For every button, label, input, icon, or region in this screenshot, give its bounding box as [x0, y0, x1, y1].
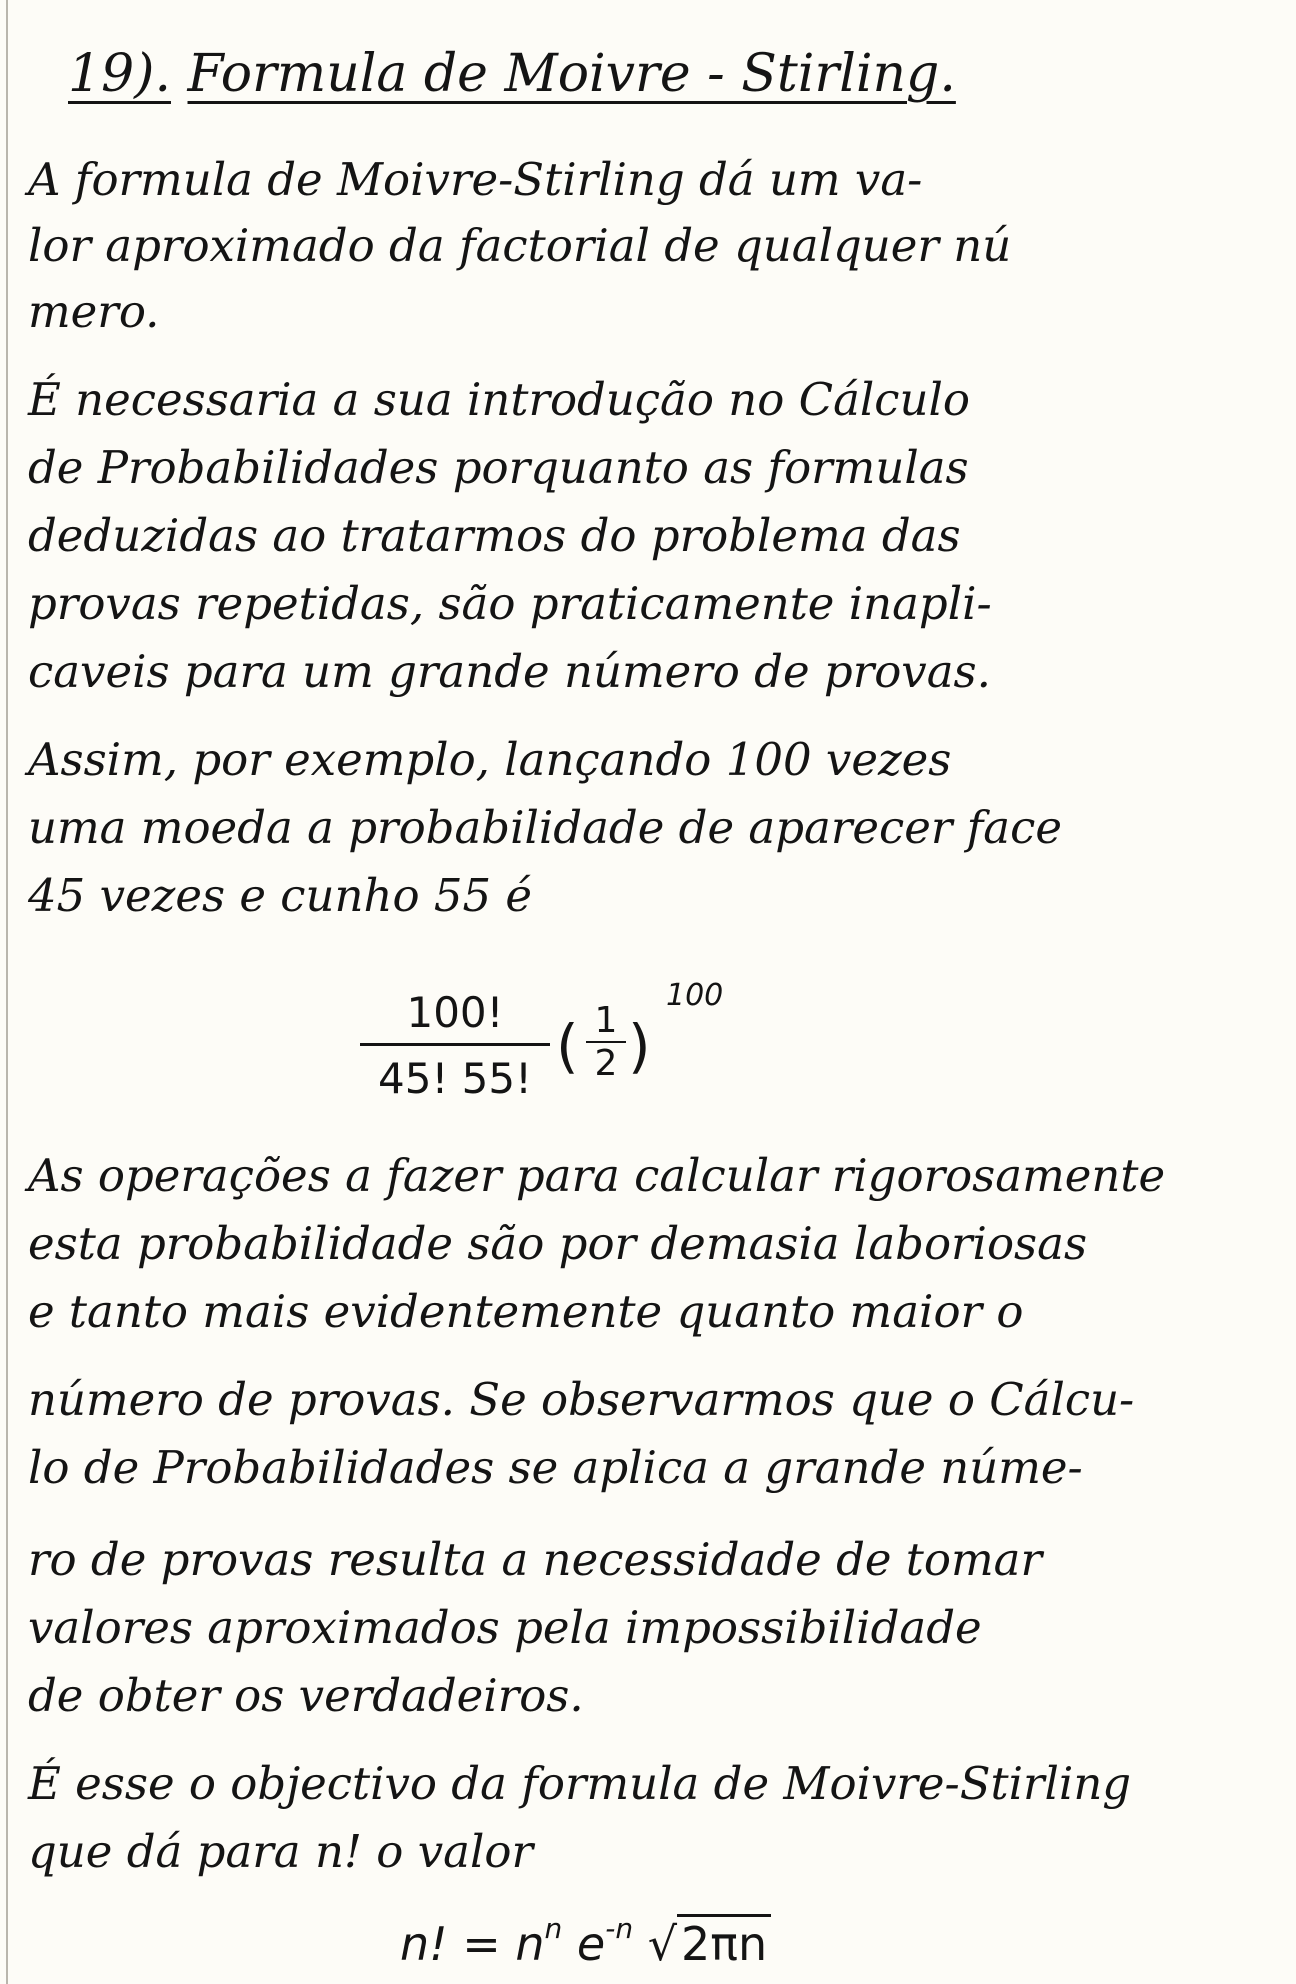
stirling-formula	[400, 1912, 771, 1971]
fraction-numerator: 100!	[360, 988, 550, 1046]
half-denominator: 2	[594, 1043, 618, 1084]
text-line: As operações a fazer para calcular rigorosamente	[28, 1149, 1166, 1202]
open-paren: (	[556, 1012, 579, 1080]
text-line: lor aproximado da factorial de qualquer nú	[28, 219, 1012, 272]
text-line: de obter os verdadeiros.	[28, 1669, 584, 1722]
title-text: Formula de Moivre - Stirling.	[187, 44, 956, 104]
sqrt-radicand: 2πn	[677, 1914, 771, 1971]
text-line: A formula de Moivre-Stirling dá um va-	[28, 153, 923, 206]
formula-exponent-minus-n: -n	[605, 1912, 634, 1945]
formula-lhs: n! = n	[400, 1917, 545, 1971]
text-line: que dá para n! o valor	[28, 1825, 533, 1878]
half-numerator: 1	[586, 1000, 626, 1043]
text-line: lo de Probabilidades se aplica a grande núme-	[28, 1441, 1083, 1494]
text-line: número de provas. Se observarmos que o Cálcu-	[28, 1373, 1135, 1426]
exponent: 100	[666, 978, 724, 1013]
formula-e: e	[562, 1917, 606, 1971]
text-line: e tanto mais evidentemente quanto maior o	[28, 1285, 1024, 1338]
text-line: deduzidas ao tratarmos do problema das	[28, 509, 961, 562]
factorial-fraction	[360, 988, 550, 1103]
title-number: 19).	[68, 44, 171, 104]
text-line: uma moeda a probabilidade de aparecer face	[28, 801, 1062, 854]
text-line: valores aproximados pela impossibilidade	[28, 1601, 982, 1654]
half-fraction	[586, 1000, 626, 1084]
text-line: É esse o objectivo da formula de Moivre-Stirling	[28, 1757, 1132, 1810]
text-line: de Probabilidades porquanto as formulas	[28, 441, 969, 494]
sqrt-symbol: √	[647, 1917, 678, 1971]
text-line: provas repetidas, são praticamente inapli-	[28, 577, 992, 630]
fraction-denominator: 45! 55!	[378, 1054, 532, 1103]
text-line: caveis para um grande número de provas.	[28, 645, 991, 698]
close-paren: )	[628, 1012, 651, 1080]
text-line: mero.	[28, 285, 160, 338]
page-title	[68, 44, 956, 104]
text-line: esta probabilidade são por demasia laboriosas	[28, 1217, 1088, 1270]
text-line: É necessaria a sua introdução no Cálculo	[28, 373, 970, 426]
page-edge	[6, 0, 8, 1984]
text-line: Assim, por exemplo, lançando 100 vezes	[28, 733, 952, 786]
text-line: 45 vezes e cunho 55 é	[28, 869, 533, 922]
text-line: ro de provas resulta a necessidade de tomar	[28, 1533, 1042, 1586]
formula-exponent-n: n	[544, 1912, 563, 1945]
